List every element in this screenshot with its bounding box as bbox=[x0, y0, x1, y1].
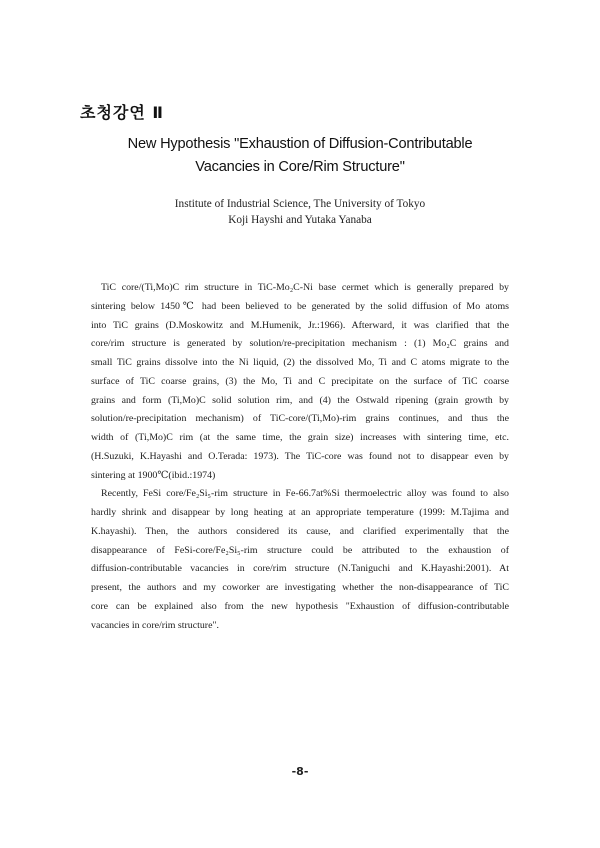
paragraph-line: grains and form (Ti,Mo)C solid solution rim, and (4) the Ostwald ripening (grain growth by bbox=[91, 394, 509, 406]
paragraph-line: core can be explained also from the new hypothesis "Exhaustion of diffusion-contributable bbox=[91, 600, 509, 612]
affiliation: Institute of Industrial Science, The University of Tokyo bbox=[174, 198, 426, 210]
title-line-2: Vacancies in Core/Rim Structure" bbox=[195, 159, 405, 175]
paragraph-line: vacancies in core/rim structure". bbox=[91, 619, 219, 631]
paragraph-line: K.hayashi). Then, the authors considered its cause, and clarified experimentally that the bbox=[91, 525, 509, 537]
affiliation-block bbox=[0, 196, 600, 228]
paragraph-line: disappearance of FeSi-core/Fe₂Si₅-rim structure could be attributed to the exhaustion of bbox=[91, 544, 509, 556]
paragraph-line: into TiC grains (D.Moskowitz and M.Humenik, Jr.:1966). Afterward, it was clarified that the bbox=[91, 319, 509, 331]
paragraph-line: surface of TiC coarse grains, (3) the Mo, Ti and C precipitate on the surface of TiC coarse bbox=[91, 375, 509, 387]
paragraph-line: solution/re-precipitation mechanism) of TiC-core/(Ti,Mo)-rim grains continues, and thus the bbox=[91, 413, 509, 425]
paragraph-line: Recently, FeSi core/Fe₂Si₅-rim structure in Fe-66.7at%Si thermoelectric alloy was found to also bbox=[101, 488, 509, 500]
paragraph-line: hardly shrink and disappear by long heating at an appropriate temperature (1999: M.Tajima and bbox=[91, 507, 509, 518]
authors: Koji Hayshi and Yutaka Yanaba bbox=[228, 214, 372, 226]
paragraph-line: small TiC grains dissolve into the Ni liquid, (2) the dissolved Mo, Ti and C atoms migrate to the bbox=[91, 357, 509, 368]
paragraph-1 bbox=[91, 279, 509, 485]
abstract-body bbox=[91, 279, 509, 635]
page-number: -8- bbox=[291, 765, 309, 778]
section-label: 초청강연 Ⅱ bbox=[80, 103, 164, 122]
paragraph-line: present, the authors and my coworker are investigating whether the non-disappearance of TiC bbox=[91, 582, 509, 593]
paragraph-line: TiC core/(Ti,Mo)C rim structure in TiC-Mo₂C-Ni base cermet which is generally prepared by bbox=[101, 282, 509, 293]
paragraph-line: sintering at 1900℃(ibid.:1974) bbox=[91, 469, 216, 481]
title-line-1: New Hypothesis "Exhaustion of Diffusion-Contributable bbox=[127, 136, 473, 152]
paragraph-2 bbox=[91, 485, 509, 635]
paragraph-line: diffusion-contributable vacancies in core/rim structure (N.Taniguchi and K.Hayashi:2001). At bbox=[91, 563, 509, 575]
paragraph-line: sintering below 1450℃ had been believed to be generated by the solid diffusion of Mo atoms bbox=[91, 300, 509, 312]
paper-title bbox=[0, 133, 600, 179]
paragraph-line: width of (Ti,Mo)C rim (at the same time, the grain size) increases with sintering time, etc. bbox=[91, 432, 509, 443]
paragraph-line: (H.Suzuki, K.Hayashi and O.Terada: 1973). The TiC-core was found not to disappear even by bbox=[91, 450, 509, 462]
paragraph-line: core/rim structure is generated by solution/re-precipitation mechanism : (1) Mo₂C grains and bbox=[91, 338, 509, 350]
